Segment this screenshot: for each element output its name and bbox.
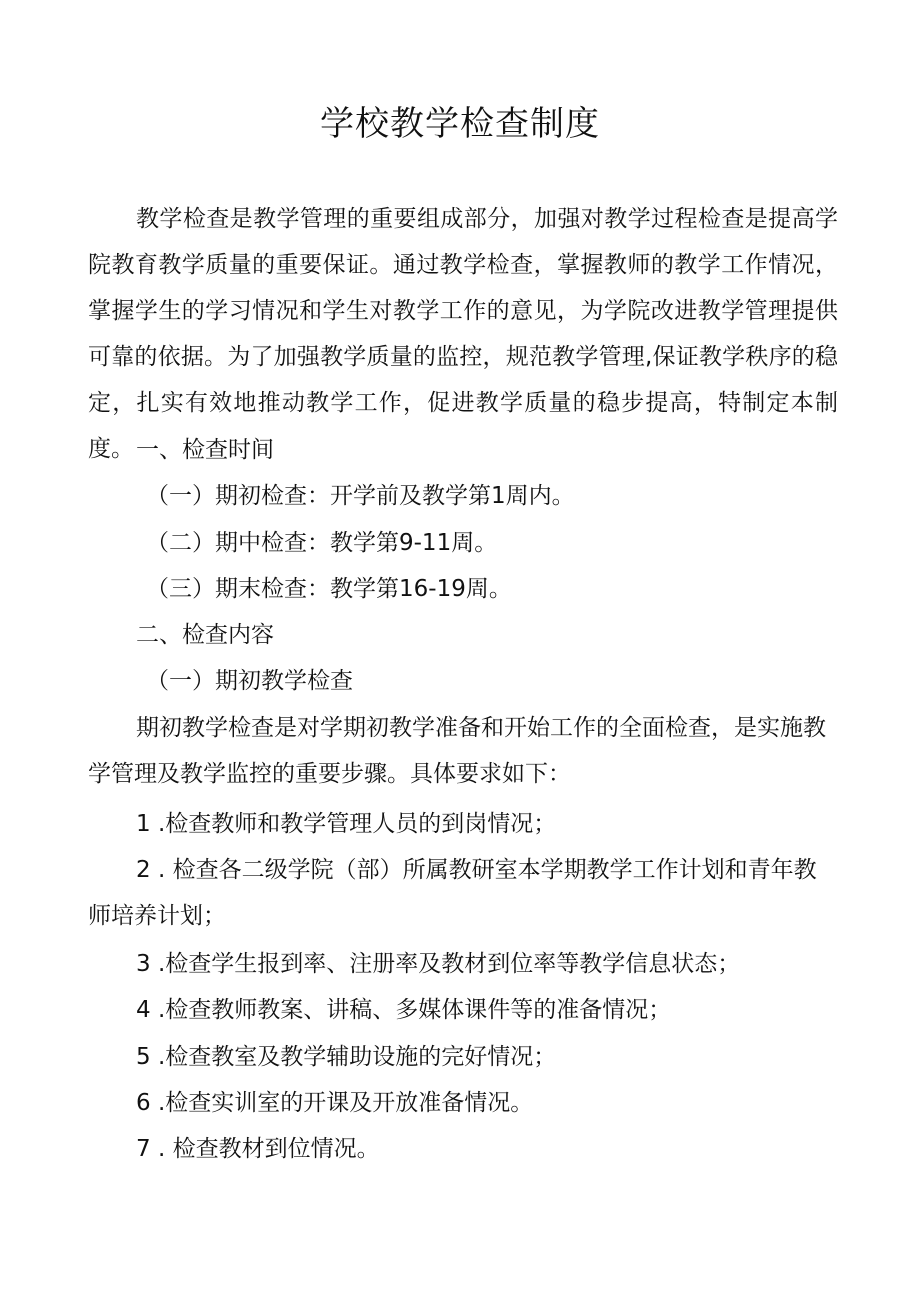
list-item: （一）期初检查：开学前及教学第1周内。: [146, 483, 575, 509]
list-item: （三）期末检查：教学第16-19周。: [146, 576, 512, 602]
list-item: 5 .检查教室及教学辅助设施的完好情况；: [136, 1044, 557, 1070]
list-item: 3 .检查学生报到率、注册率及教材到位率等教学信息状态；: [136, 951, 741, 977]
sub-heading: （一）期初教学检查: [146, 668, 353, 694]
list-item: 4 .检查教师教案、讲稿、多媒体课件等的准备情况；: [136, 997, 672, 1023]
list-item: （二）期中检查：教学第9-11周。: [146, 530, 498, 556]
section-heading-check-time: 一、检查时间: [136, 437, 274, 463]
list-item: 7 . 检查教材到位情况。: [136, 1136, 380, 1162]
list-item: 2 . 检查各二级学院（部）所属教研室本学期教学工作计划和青年教师培养计划；: [88, 857, 817, 929]
intro-paragraph: 教学检查是教学管理的重要组成部分，加强对教学过程检查是提高学院教育教学质量的重要保证。通过教学检查，掌握教师的教学工作情况，掌握学生的学习情况和学生对教学工作的意见，为学院改进教学管理提供可靠的依据。为了加强教学质量的监控，规范教学管理,保证教学秩序的稳定，扎实有效地推动教学工作，促进教学质量的稳步提高，特制定本制度。: [88, 206, 838, 462]
sub-intro-paragraph: 期初教学检查是对学期初教学准备和开始工作的全面检查，是实施教学管理及教学监控的重要步骤。具体要求如下：: [88, 715, 826, 787]
list-item: 6 .检查实训室的开课及开放准备情况。: [136, 1090, 534, 1116]
section-heading-check-content: 二、检查内容: [136, 622, 274, 648]
document-title: 学校教学检查制度: [320, 104, 600, 144]
list-item: 1 .检查教师和教学管理人员的到岗情况；: [136, 811, 557, 837]
